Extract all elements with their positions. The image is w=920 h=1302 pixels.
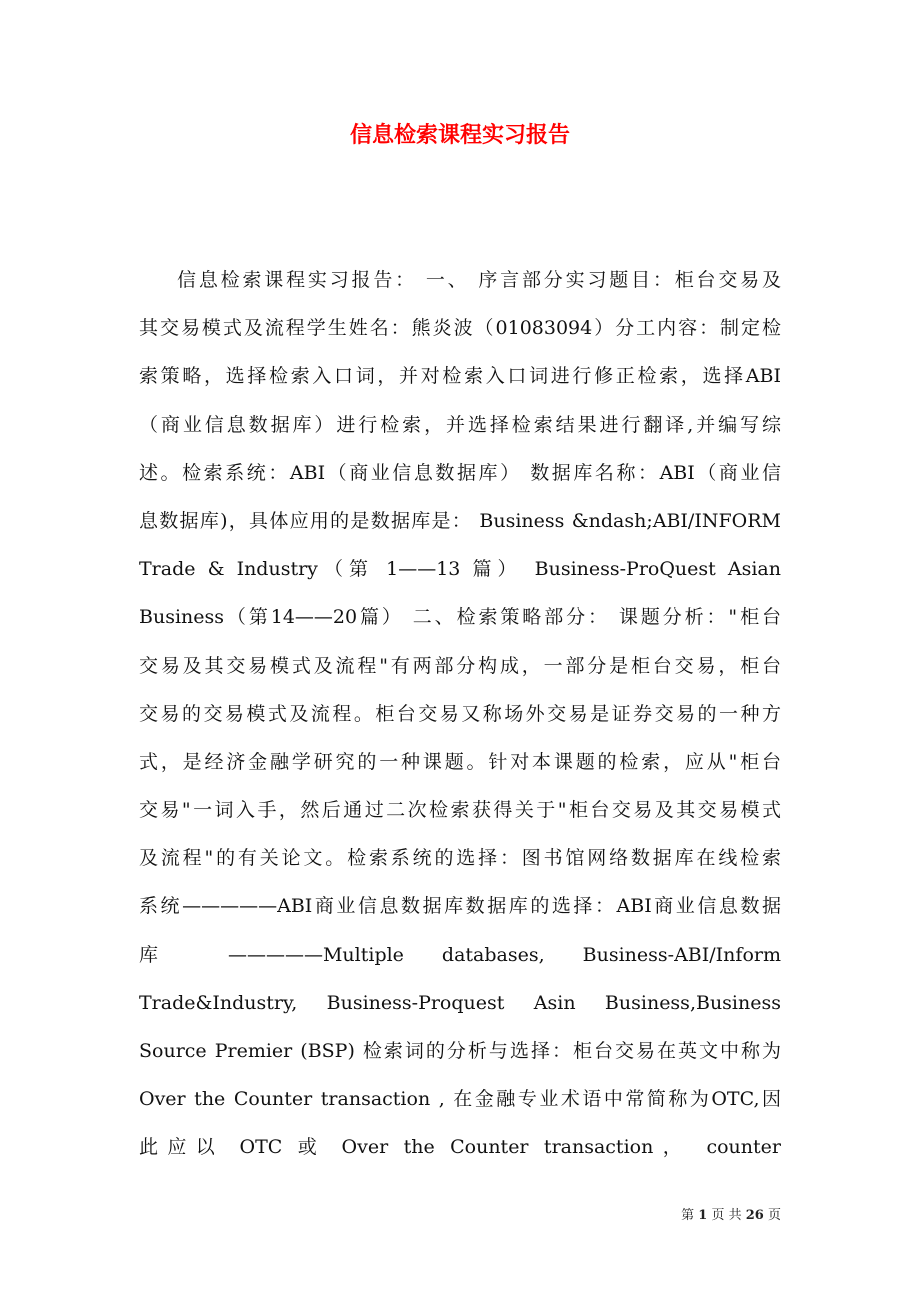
body-line: 式，是经济金融学研究的一种课题。针对本课题的检索，应从"柜台 bbox=[139, 750, 781, 773]
body-line: Over the Counter transaction , 在金融专业术语中常简称为OTC,因 bbox=[139, 1088, 781, 1111]
current-page-number: 1 bbox=[698, 1208, 708, 1223]
footer-middle: 页 共 bbox=[711, 1208, 742, 1223]
total-page-count: 26 bbox=[745, 1208, 764, 1223]
document-body bbox=[139, 256, 781, 1172]
body-line: 交易的交易模式及流程。柜台交易又称场外交易是证券交易的一种方 bbox=[139, 702, 781, 725]
body-line: 述。检索系统：ABI（商业信息数据库） 数据库名称：ABI（商业信 bbox=[139, 461, 781, 484]
footer-prefix: 第 bbox=[681, 1208, 695, 1223]
body-line: 系统—————ABI商业信息数据库数据库的选择：ABI商业信息数据 bbox=[139, 895, 781, 918]
body-line: 此应以 OTC 或 Over the Counter transaction， counter bbox=[139, 1136, 781, 1159]
page-footer bbox=[681, 1206, 781, 1226]
body-line: 库 —————Multiple databases, Business-ABI/Inform bbox=[139, 943, 781, 966]
body-line: Business（第14——20篇） 二、检索策略部分： 课题分析："柜台 bbox=[139, 606, 781, 629]
body-line: 息数据库)，具体应用的是数据库是： Business &ndash;ABI/INFORM bbox=[139, 509, 781, 532]
body-line: 信息检索课程实习报告： 一、 序言部分实习题目：柜台交易及 bbox=[177, 269, 781, 291]
footer-suffix: 页 bbox=[767, 1208, 781, 1223]
body-line: （商业信息数据库）进行检索，并选择检索结果进行翻译,并编写综 bbox=[139, 413, 781, 436]
body-line: Trade & Industry（第 1——13 篇） Business-ProQuest Asian bbox=[139, 558, 781, 581]
body-line: 交易"一词入手，然后通过二次检索获得关于"柜台交易及其交易模式 bbox=[139, 799, 781, 822]
body-line: 交易及其交易模式及流程"有两部分构成，一部分是柜台交易，柜台 bbox=[139, 654, 781, 677]
body-line: 其交易模式及流程学生姓名：熊炎波（01083094）分工内容：制定检 bbox=[139, 317, 781, 340]
body-line: 索策略，选择检索入口词，并对检索入口词进行修正检索，选择ABI bbox=[139, 365, 781, 388]
body-line: 及流程"的有关论文。检索系统的选择：图书馆网络数据库在线检索 bbox=[139, 847, 781, 870]
document-title: 信息检索课程实习报告 bbox=[349, 122, 570, 148]
body-line: Source Premier (BSP) 检索词的分析与选择：柜台交易在英文中称为 bbox=[139, 1040, 781, 1062]
body-line: Trade&Industry, Business-Proquest Asin Business,Business bbox=[139, 991, 781, 1014]
